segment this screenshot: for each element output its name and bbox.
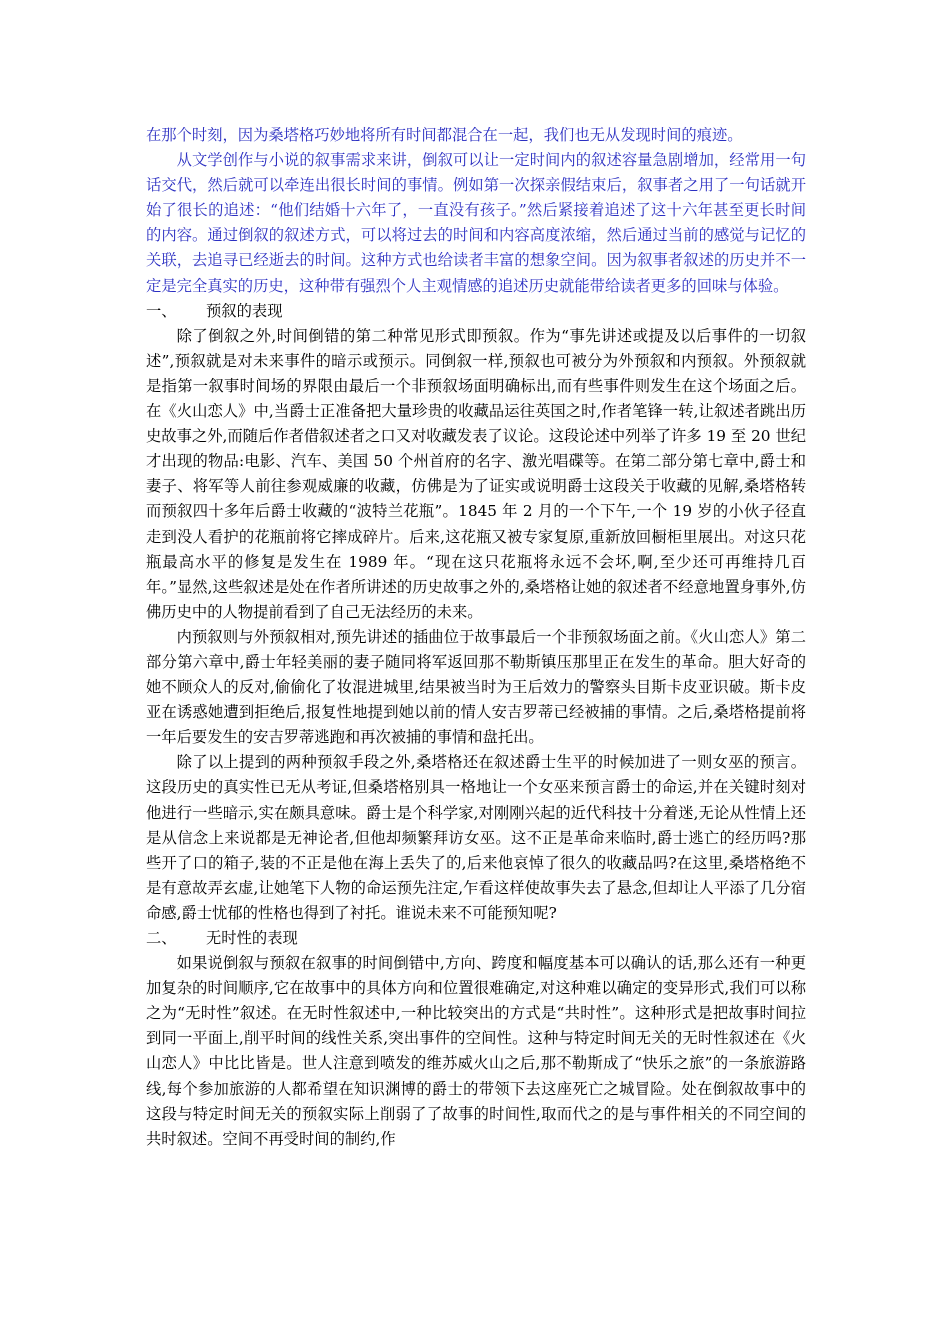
section-number: 一、: [146, 301, 177, 320]
document-page: [146, 123, 806, 1152]
paragraph: 除了倒叙之外,时间倒错的第二种常见形式即预叙。作为“事先讲述或提及以后事件的一切叙述”,预叙就是对未来事件的暗示或预示。同倒叙一样,预叙也可被分为外预叙和内预叙。外预叙就是指第一叙事时间场的界限由最后一个非预叙场面明确标出,而有些事件则发生在这个场面之后。在《火山恋人》中,当爵士正准备把大量珍贵的收藏品运往英国之时,作者笔锋一转,让叙述者跳出历史故事之外,而随后作者借叙述者之口又对收藏发表了议论。这段论述中列举了许多 19 至 20 世纪才出现的物品:电影、汽车、美国 50 个州首府的名字、激光唱碟等。在第二部分第七章中,爵士和妻子、将军等人前往参观威廉的收藏，仿佛是为了证实或说明爵士这段关于收藏的见解,桑塔格转而预叙四十多年后爵士收藏的“波特兰花瓶”。1845 年 2 月的一个下午,一个 19 岁的小伙子径直走到没人看护的花瓶前将它摔成碎片。后来,这花瓶又被专家复原,重新放回橱柜里展出。对这只花瓶最高水平的修复是发生在 1989 年。“现在这只花瓶将永远不会坏,啊,至少还可再维持几百年。”显然,这些叙述是处在作者所讲述的历史故事之外的,桑塔格让她的叙述者不经意地置身事外,仿佛历史中的人物提前看到了自己无法经历的未来。: [146, 326, 806, 621]
paragraph: 除了以上提到的两种预叙手段之外,桑塔格还在叙述爵士生平的时候加进了一则女巫的预言。这段历史的真实性已无从考证,但桑塔格别具一格地让一个女巫来预言爵士的命运,并在关键时刻对他进行一些暗示,实在颇具意味。爵士是个科学家,对刚刚兴起的近代科技十分着迷,无论从性情上还是从信念上来说都是无神论者,但他却频繁拜访女巫。这不正是革命来临时,爵士逃亡的经历吗?那些开了口的箱子,装的不正是他在海上丢失了的,后来他哀悼了很久的收藏品吗?在这里,桑塔格绝不是有意故弄玄虚,让她笔下人物的命运预先注定,乍看这样使故事失去了悬念,但却让人平添了几分宿命感,爵士忧郁的性格也得到了衬托。谁说未来不可能预知呢?: [146, 753, 806, 922]
section-heading: [146, 299, 806, 324]
section-title: 无时性的表现: [206, 929, 298, 947]
paragraph: 如果说倒叙与预叙在叙事的时间倒错中,方向、跨度和幅度基本可以确认的话,那么还有一种更加复杂的时间顺序,它在故事中的具体方向和位置很难确定,对这种难以确定的变异形式,我们可以称之为“无时性”叙述。在无时性叙述中,一种比较突出的方式是“共时性”。这种形式是把故事时间拉到同一平面上,削平时间的线性关系,突出事件的空间性。这种与特定时间无关的无时性叙述在《火山恋人》中比比皆是。世人注意到喷发的维苏威火山之后,那不勒斯成了“快乐之旅”的一条旅游路线,每个参加旅游的人都希望在知识渊博的爵士的带领下去这座死亡之城冒险。处在倒叙故事中的这段与特定时间无关的预叙实际上削弱了了故事的时间性,取而代之的是与事件相关的不同空间的共时叙述。空间不再受时间的制约,作: [146, 954, 806, 1148]
section-heading: [146, 926, 806, 951]
section-number: 二、: [146, 929, 177, 947]
paragraph: 内预叙则与外预叙相对,预先讲述的插曲位于故事最后一个非预叙场面之前。《火山恋人》第二部分第六章中,爵士年轻美丽的妻子随同将军返回那不勒斯镇压那里正在发生的革命。胆大好奇的她不顾众人的反对,偷偷化了妆混进城里,结果被当时为王后效力的警察头目斯卡皮亚识破。斯卡皮亚在诱惑她遭到拒绝后,报复性地提到她以前的情人安吉罗蒂已经被捕的事情。之后,桑塔格提前将一年后要发生的安吉罗蒂逃跑和再次被捕的事情和盘托出。: [146, 627, 806, 747]
paragraph: 从文学创作与小说的叙事需求来讲，倒叙可以让一定时间内的叙述容量急剧增加，经常用一句话交代，然后就可以牵连出很长时间的事情。例如第一次探亲假结束后，叙事者之用了一句话就开始了很长的追述：“他们结婚十六年了，一直没有孩子。”然后紧接着追述了这十六年甚至更长时间的内容。通过倒叙的叙述方式，可以将过去的时间和内容高度浓缩，然后通过当前的感觉与记忆的关联，去追寻已经逝去的时间。这种方式也给读者丰富的想象空间。因为叙事者叙述的历史并不一定是完全真实的历史，这种带有强烈个人主观情感的追述历史就能带给读者更多的回味与体验。: [146, 151, 806, 295]
section-title: 预叙的表现: [206, 301, 283, 320]
paragraph: 在那个时刻，因为桑塔格巧妙地将所有时间都混合在一起，我们也无从发现时间的痕迹。: [146, 126, 743, 144]
